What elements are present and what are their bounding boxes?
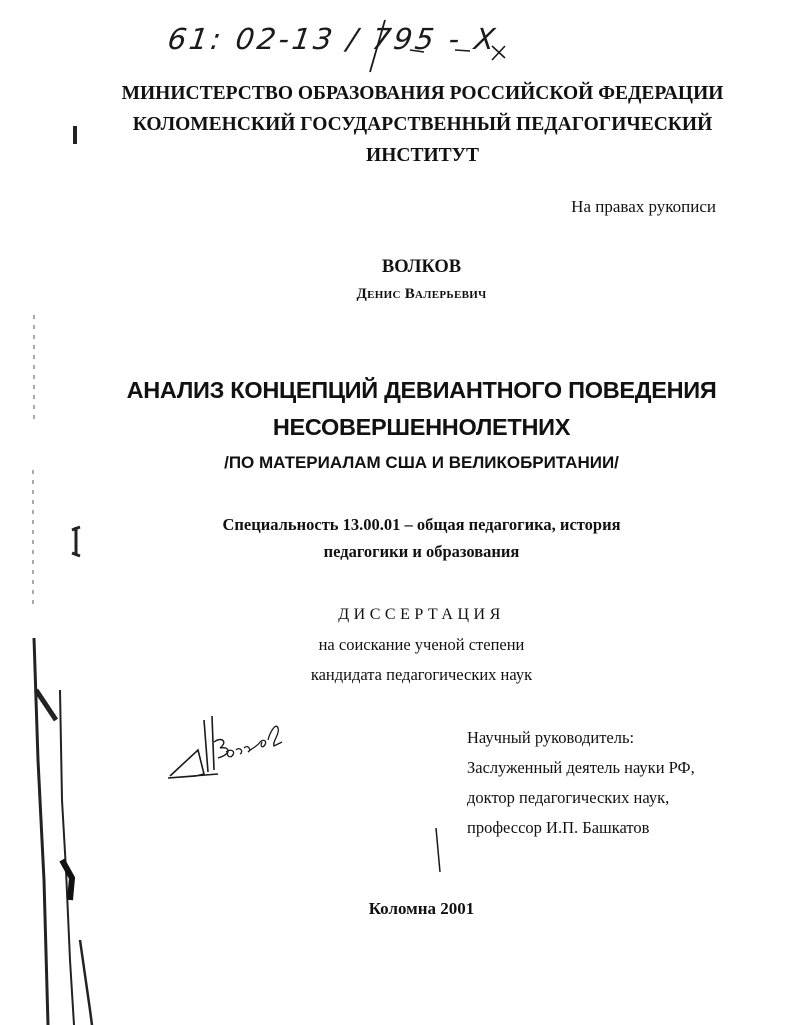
ministry-line-3: ИНСТИТУТ (366, 145, 479, 166)
dissertation-line-3: кандидата педагогических наук (310, 665, 533, 684)
specialty-line-1: Специальность 13.00.01 – общая педагогика, история (222, 515, 621, 534)
title-line-2: НЕСОВЕРШЕННОЛЕТНИХ (272, 414, 571, 440)
dissertation-title (0, 372, 793, 446)
advisor-line-4: профессор И.П. Башкатов (467, 818, 650, 837)
dissertation-subtitle: /ПО МАТЕРИАЛАМ США И ВЕЛИКОБРИТАНИИ/ (224, 453, 619, 472)
author-given-names: Денис Валерьевич (356, 286, 487, 302)
advisor-line-1: Научный руководитель: (467, 728, 635, 747)
advisor-block (467, 723, 695, 843)
ministry-header (0, 78, 793, 171)
specialty-block (0, 511, 793, 565)
handwritten-catalog-number: 61: 02-13 / 795 - X (165, 22, 500, 56)
title-line-1: АНАЛИЗ КОНЦЕПЦИЙ ДЕВИАНТНОГО ПОВЕДЕНИЯ (126, 377, 717, 403)
author-signature (160, 712, 300, 787)
advisor-line-2: Заслуженный деятель науки РФ, (467, 758, 695, 777)
rights-note: На правах рукописи (571, 197, 716, 216)
dissertation-type-block (0, 600, 793, 690)
city-year: Коломна 2001 (368, 899, 475, 918)
dissertation-word: ДИССЕРТАЦИЯ (338, 606, 505, 623)
ministry-line-2: КОЛОМЕНСКИЙ ГОСУДАРСТВЕННЫЙ ПЕДАГОГИЧЕСКИЙ (132, 114, 713, 135)
specialty-line-2: педагогики и образования (323, 542, 520, 561)
advisor-line-3: доктор педагогических наук, (467, 788, 670, 807)
ministry-line-1: МИНИСТЕРСТВО ОБРАЗОВАНИЯ РОССИЙСКОЙ ФЕДЕРАЦИИ (121, 83, 724, 104)
author-surname: ВОЛКОВ (381, 257, 462, 277)
dissertation-line-2: на соискание ученой степени (318, 635, 525, 654)
